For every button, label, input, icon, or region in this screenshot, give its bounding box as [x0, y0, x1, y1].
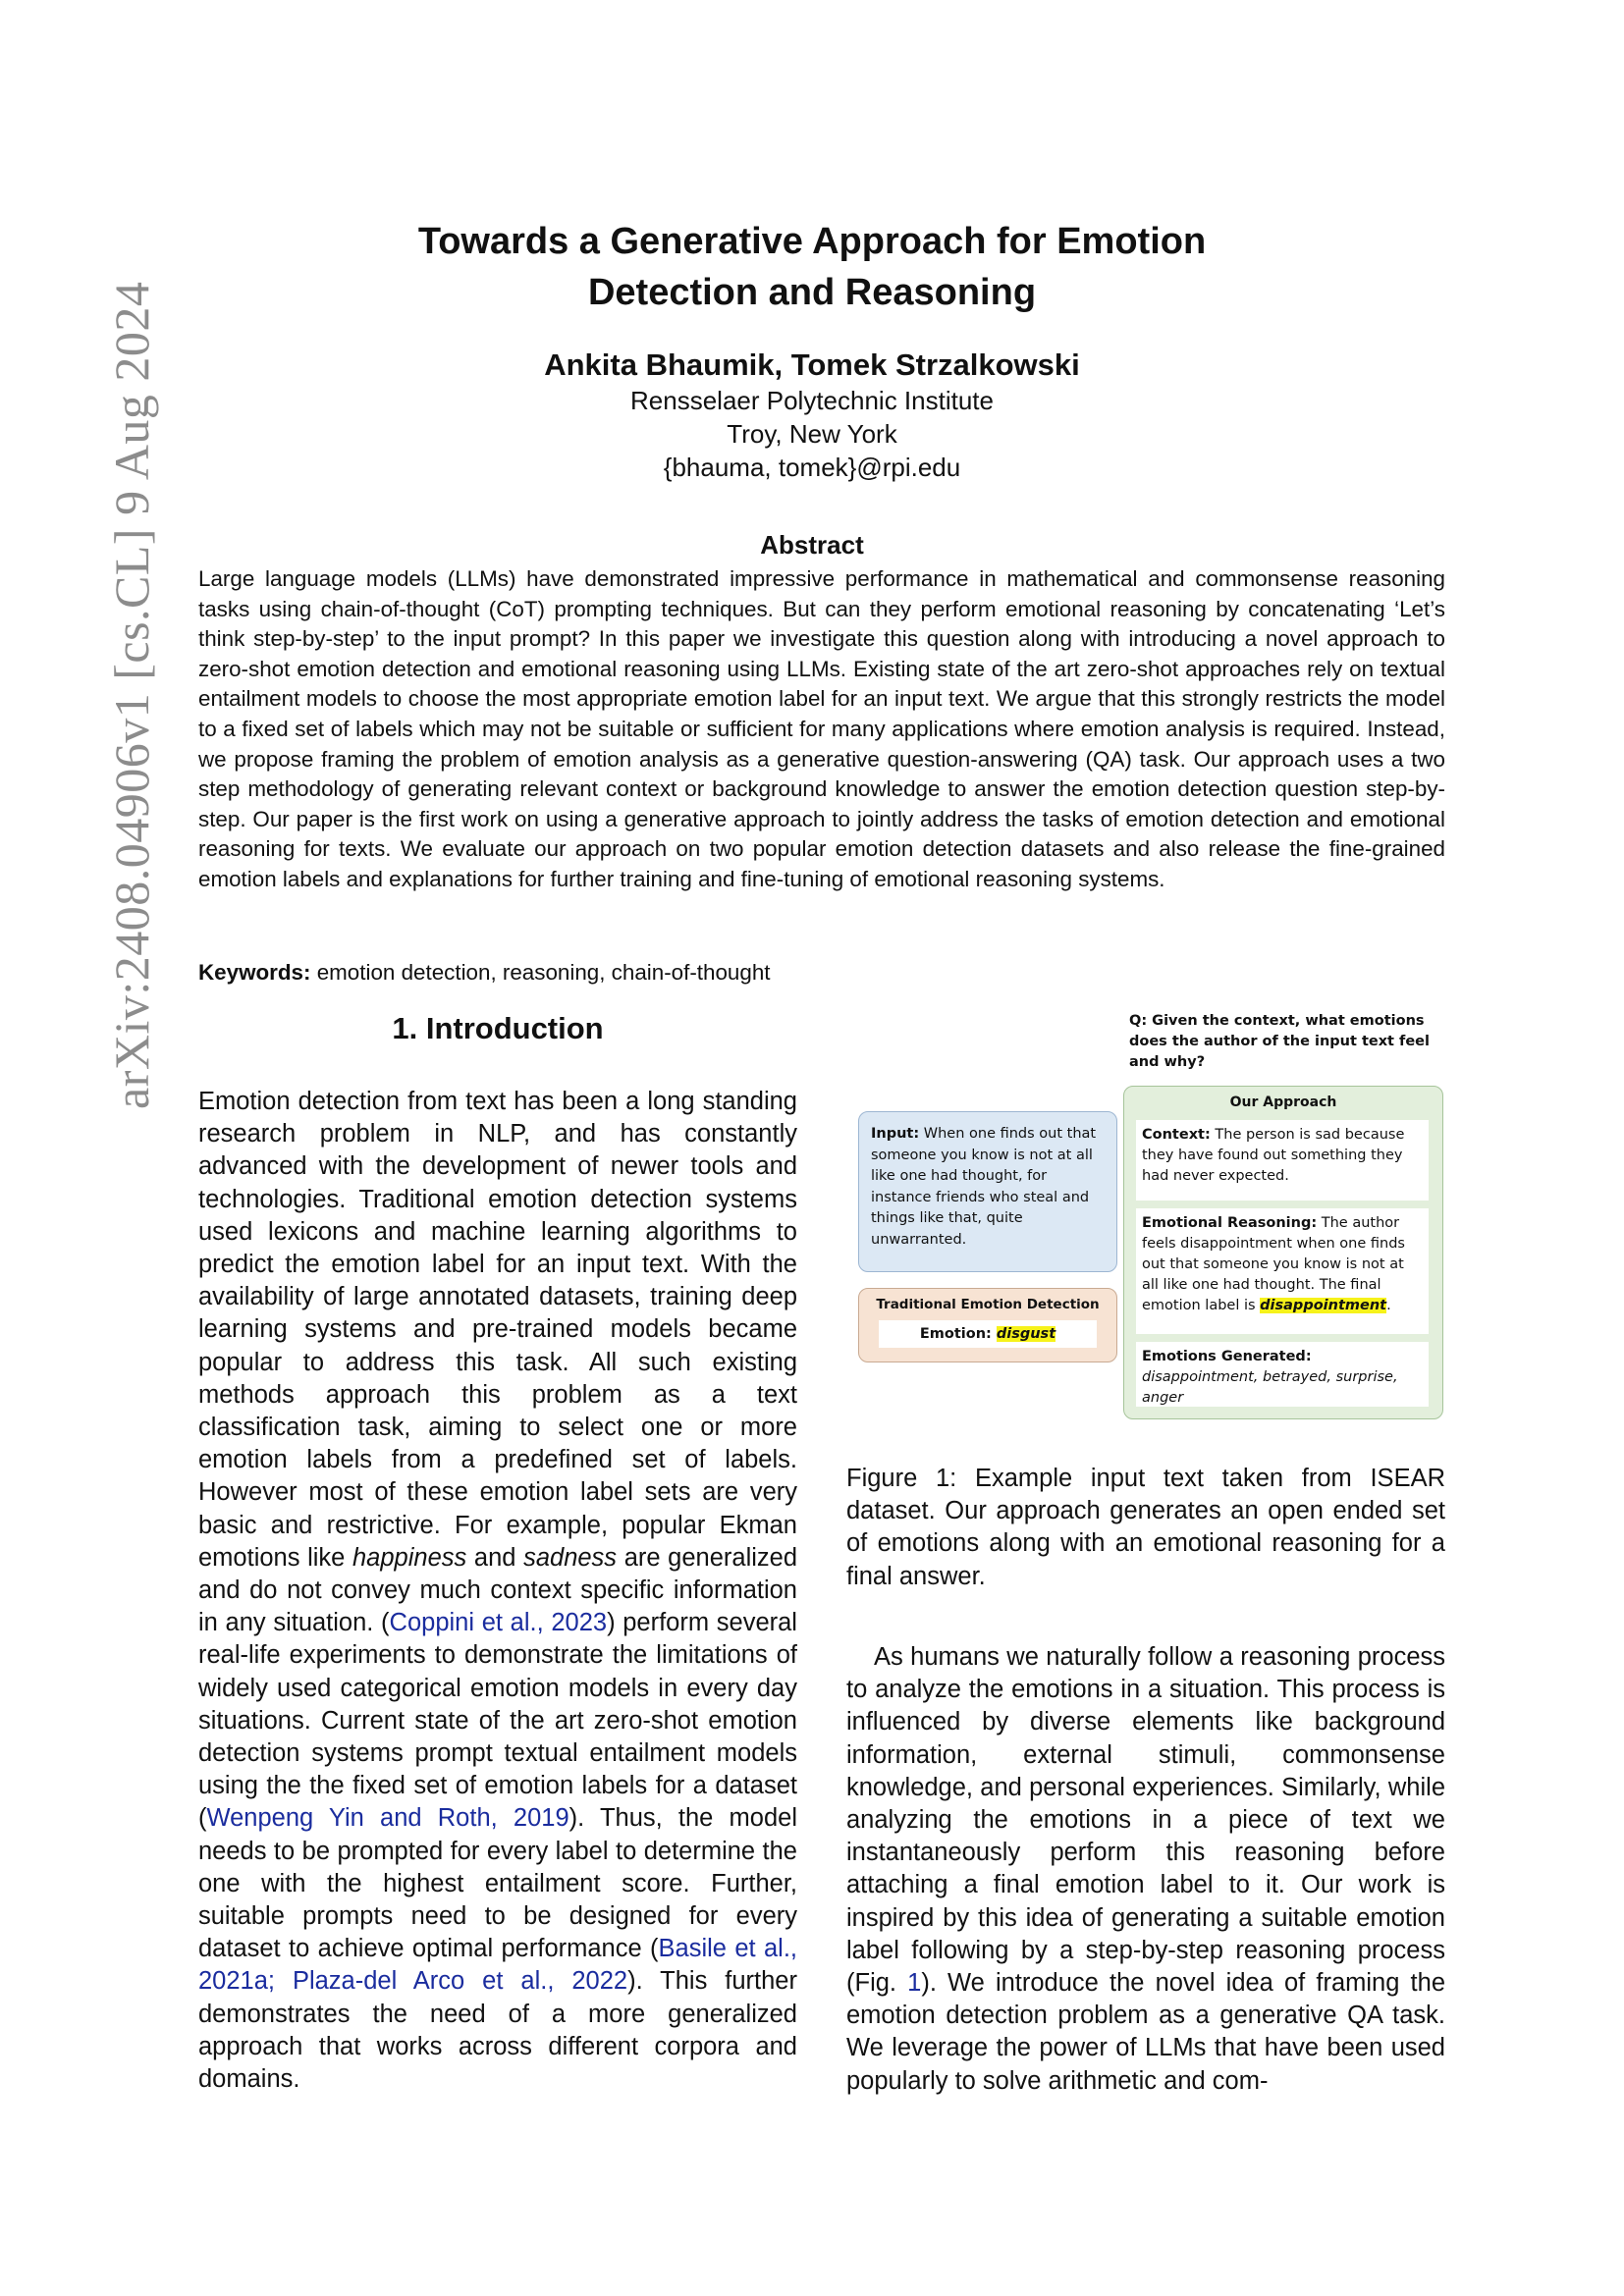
- input-text: [871, 1124, 1109, 1251]
- right-paragraph: [846, 1641, 1445, 2098]
- right-text: ). We introduce the novel idea of framing the emotion detection problem as a generative QA task. We leverage the power of LLMs that have been used popularly to solve arithmetic and com-: [846, 1969, 1445, 2095]
- traditional-detection-box: [858, 1288, 1117, 1362]
- location: Troy, New York: [727, 419, 897, 449]
- reasoning-pane: [1136, 1208, 1429, 1334]
- context-pane: [1136, 1120, 1429, 1201]
- keywords: [198, 960, 771, 986]
- intro-text: ) perform several real-life experiments to demonstrate the limitations of widely used categorical emotion models in every day situations. Current state of the art zero-shot emotion detection systems prompt textual entailment models using the the fixed set of emotion labels for a dataset (: [198, 1609, 797, 1833]
- traditional-title: Traditional Emotion Detection: [876, 1297, 1100, 1312]
- figure-ref-link[interactable]: 1: [907, 1969, 922, 1998]
- affiliation: Rensselaer Polytechnic Institute: [630, 386, 994, 415]
- figure-caption: Figure 1: Example input text taken from ISEAR dataset. Our approach generates an open ended set of emotions along with an emotional reasoning for a final answer.: [846, 1465, 1445, 1590]
- reasoning-label: Emotional Reasoning:: [1142, 1215, 1318, 1231]
- emphasis-happiness: happiness: [352, 1543, 467, 1572]
- input-body: When one finds out that someone you know is not at all like one had thought, for instance friends who steal and things like that, quite unwarranted.: [871, 1126, 1097, 1248]
- generated-pane: [1136, 1342, 1429, 1407]
- paper-title: [196, 216, 1428, 318]
- title-line-2: Detection and Reasoning: [587, 272, 1037, 313]
- citation-link[interactable]: Coppini et al., 2023: [389, 1609, 608, 1637]
- generated-text: disappointment, betrayed, surprise, anger: [1142, 1369, 1398, 1406]
- authors: Ankita Bhaumik, Tomek Strzalkowski: [544, 347, 1080, 382]
- approach-title: Our Approach: [1229, 1095, 1337, 1110]
- emails[interactable]: {bhauma, tomek}@rpi.edu: [663, 453, 961, 482]
- abstract-heading: Abstract: [760, 530, 864, 560]
- keywords-text: emotion detection, reasoning, chain-of-thought: [316, 960, 771, 985]
- reasoning-value: disappointment: [1260, 1298, 1387, 1313]
- intro-text: are generalized and do not convey much context specific information in any situation. (: [198, 1543, 798, 1637]
- intro-text: and: [466, 1543, 524, 1572]
- our-approach-box: [1123, 1086, 1443, 1419]
- generated-label: Emotions Generated:: [1142, 1349, 1312, 1364]
- context-label: Context:: [1142, 1127, 1211, 1143]
- reasoning-end: .: [1386, 1298, 1391, 1313]
- emotion-value: disgust: [996, 1326, 1056, 1342]
- context-text: The person is sad because they have found out something they had never expected.: [1142, 1127, 1405, 1184]
- figure-1: [846, 1011, 1445, 1433]
- input-box: [858, 1111, 1117, 1272]
- title-line-1: Towards a Generative Approach for Emotion: [417, 221, 1207, 262]
- citation-link[interactable]: Wenpeng Yin and Roth, 2019: [206, 1804, 569, 1833]
- arxiv-stamp: arXiv:2408.04906v1 [cs.CL] 9 Aug 2024: [104, 281, 159, 1109]
- intro-heading: 1. Introduction: [392, 1011, 604, 1045]
- traditional-emotion: [879, 1320, 1097, 1348]
- reasoning-text: The author feels disappointment when one finds out that someone you know is not at all like one had thought. The final emotion label is: [1142, 1215, 1405, 1313]
- figure-question: Q: Given the context, what emotions does the author of the input text feel and why?: [1129, 1013, 1430, 1070]
- abstract-body: Large language models (LLMs) have demonstrated impressive performance in mathematical and commonsense reasoning tasks using chain-of-thought (CoT) prompting techniques. But can they perform emotional reasoning by concatenating ‘Let’s think step-by-step’ to the input prompt? In this paper we investigate this question along with introducing a novel approach to zero-shot emotion detection and emotional reasoning using LLMs. Existing state of the art zero-shot approaches rely on textual entailment models to choose the most appropriate emotion label for an input text. We argue that this strongly restricts the model to a fixed set of labels which may not be suitable or sufficient for many applications where emotion analysis is required. Instead, we propose framing the problem of emotion analysis as a generative question-answering (QA) task. Our approach uses a two step methodology of generating relevant context or background knowledge to answer the emotion detection question step-by-step. Our paper is the first work on using a generative approach to jointly address the tasks of emotion detection and emotional reasoning for texts. We evaluate our approach on two popular emotion detection datasets and also release the fine-grained emotion labels and explanations for further training and fine-tuning of emotional reasoning systems.: [198, 566, 1445, 891]
- keywords-label: Keywords:: [198, 960, 311, 985]
- emphasis-sadness: sadness: [523, 1543, 618, 1572]
- intro-text: ). This further demonstrates the need of a more generalized approach that works across different corpora and domains.: [198, 1967, 797, 2094]
- citation-link[interactable]: Basile et al., 2021a; Plaza-del Arco et al., 2022: [198, 1935, 797, 1996]
- intro-text: Emotion detection from text has been a long standing research problem in NLP, and has constantly advanced with the development of newer tools and technologies. Traditional emotion detection systems used lexicons and machine learning algorithms to predict the emotion label for an input text. With the availability of large annotated datasets, training deep learning systems and pre-trained models became popular to address this task. All such existing methods approach this problem as a text classification task, aiming to select one or more emotion labels from a predefined set of labels. However most of these emotion label sets are very basic and restrictive. For example, popular Ekman emotions like: [198, 1088, 797, 1572]
- right-text: As humans we naturally follow a reasoning process to analyze the emotions in a situation. This process is influenced by diverse elements like background information, external stimuli, commonsense knowledge, and personal experiences. Similarly, while analyzing the emotions in a piece of text we instantaneously perform this reasoning before attaching a final emotion label to it. Our work is inspired by this idea of generating a suitable emotion label following by a step-by-step reasoning process (Fig.: [846, 1643, 1445, 1998]
- input-label: Input:: [871, 1126, 920, 1142]
- intro-text: ). Thus, the model needs to be prompted for every label to determine the one with the highest entailment score. Further, suitable prompts need to be designed for every dataset to achieve optimal performance (: [198, 1804, 798, 1963]
- emotion-label: Emotion:: [919, 1326, 997, 1342]
- intro-paragraph: [198, 1086, 797, 2096]
